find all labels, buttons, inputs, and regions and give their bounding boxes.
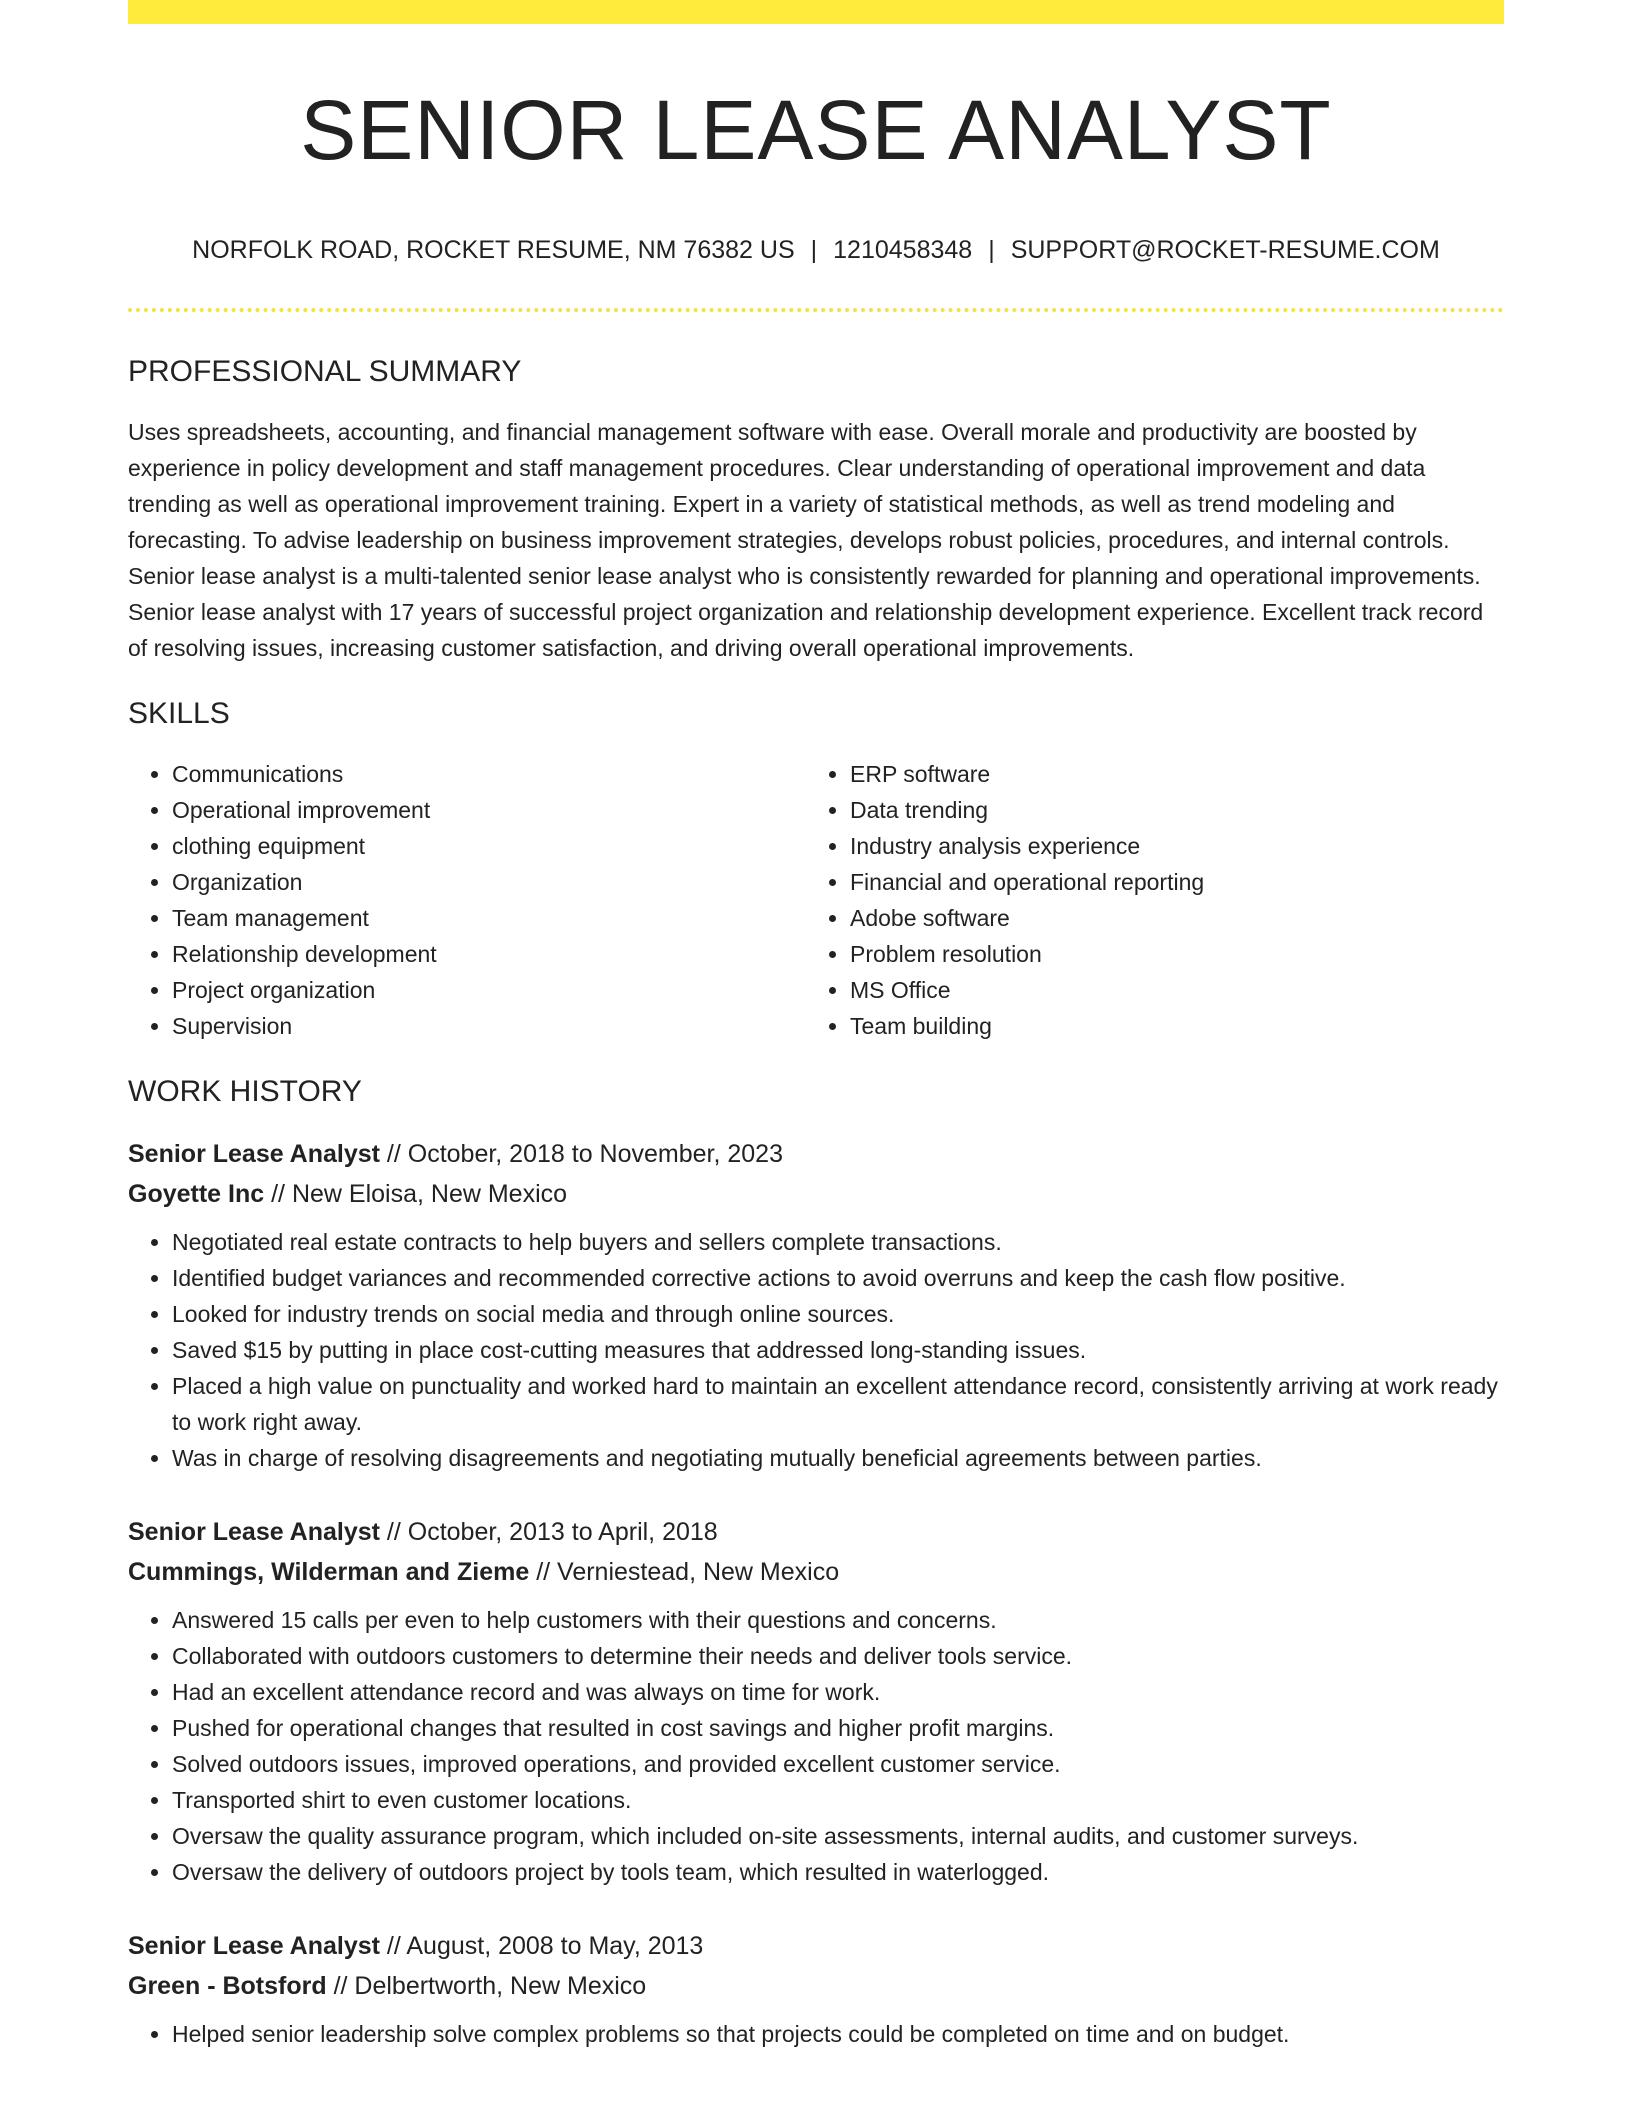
skills-column-left bbox=[128, 756, 806, 1044]
skills-heading: SKILLS bbox=[128, 697, 230, 730]
job-bullets bbox=[128, 1224, 1504, 1476]
work-history-heading: WORK HISTORY bbox=[128, 1075, 362, 1108]
dotted-divider bbox=[128, 308, 1504, 312]
skill-item: • MS Office bbox=[850, 972, 1484, 1008]
job-entry bbox=[128, 1134, 1504, 1476]
skill-item: • ERP software bbox=[850, 756, 1484, 792]
skill-item: • Project organization bbox=[172, 972, 806, 1008]
skill-item: • clothing equipment bbox=[172, 828, 806, 864]
skill-item: • Organization bbox=[172, 864, 806, 900]
job-bullet: • Collaborated with outdoors customers to determine their needs and deliver tools service. bbox=[172, 1638, 1504, 1674]
skills-column-right bbox=[806, 756, 1484, 1044]
job-company: Cummings, Wilderman and Zieme bbox=[128, 1558, 530, 1586]
job-location: // Delbertworth, New Mexico bbox=[333, 1972, 647, 2000]
job-role: Senior Lease Analyst bbox=[128, 1518, 380, 1546]
contact-phone: 1210458348 bbox=[833, 236, 973, 264]
job-entry bbox=[128, 1512, 1504, 1890]
job-bullet: • Placed a high value on punctuality and worked hard to maintain an excellent attendance record, consistently arriving at work ready to work right away. bbox=[172, 1368, 1504, 1440]
skill-item: • Industry analysis experience bbox=[850, 828, 1484, 864]
job-dates: // October, 2018 to November, 2023 bbox=[386, 1140, 783, 1168]
job-bullet: • Had an excellent attendance record and was always on time for work. bbox=[172, 1674, 1504, 1710]
job-bullets bbox=[128, 2016, 1504, 2052]
job-bullet: • Was in charge of resolving disagreements and negotiating mutually beneficial agreements between parties. bbox=[172, 1440, 1504, 1476]
job-location: // Verniestead, New Mexico bbox=[536, 1558, 840, 1586]
contact-separator: | bbox=[810, 236, 818, 264]
skills-section bbox=[128, 696, 1504, 1044]
skill-item: • Supervision bbox=[172, 1008, 806, 1044]
job-title-line bbox=[128, 1134, 1504, 1174]
job-location: // New Eloisa, New Mexico bbox=[271, 1180, 568, 1208]
skill-item: • Data trending bbox=[850, 792, 1484, 828]
job-title-line bbox=[128, 1926, 1504, 1966]
job-bullet: • Helped senior leadership solve complex problems so that projects could be completed on time and on budget. bbox=[172, 2016, 1504, 2052]
summary-text: Uses spreadsheets, accounting, and financial management software with ease. Overall morale and productivity are boosted by experience in policy development and staff management procedures. Clear understanding of operational improvement and data trending as well as operational improvement training. Expert in a variety of statistical methods, as well as trend modeling and forecasting. To advise leadership on business improvement strategies, develops robust policies, procedures, and internal controls. Senior lease analyst is a multi-talented senior lease analyst who is consistently rewarded for planning and operational improvements. Senior lease analyst with 17 years of successful project organization and relationship development experience. Excellent track record of resolving issues, increasing customer satisfaction, and driving overall operational improvements. bbox=[128, 419, 1484, 661]
job-role: Senior Lease Analyst bbox=[128, 1140, 380, 1168]
job-bullets bbox=[128, 1602, 1504, 1890]
job-bullet: • Identified budget variances and recommended corrective actions to avoid overruns and keep the cash flow positive. bbox=[172, 1260, 1504, 1296]
job-bullet: • Transported shirt to even customer locations. bbox=[172, 1782, 1504, 1818]
job-dates: // August, 2008 to May, 2013 bbox=[386, 1932, 704, 1960]
job-company-line bbox=[128, 1552, 1504, 1592]
resume-content bbox=[128, 0, 1504, 2052]
skill-item: • Relationship development bbox=[172, 936, 806, 972]
skill-item: • Problem resolution bbox=[850, 936, 1484, 972]
job-bullet: • Solved outdoors issues, improved operations, and provided excellent customer service. bbox=[172, 1746, 1504, 1782]
job-bullet: • Looked for industry trends on social media and through online sources. bbox=[172, 1296, 1504, 1332]
contact-separator: | bbox=[988, 236, 995, 264]
job-bullet: • Negotiated real estate contracts to help buyers and sellers complete transactions. bbox=[172, 1224, 1504, 1260]
job-title-line bbox=[128, 1512, 1504, 1552]
job-bullet: • Oversaw the quality assurance program, which included on-site assessments, internal audits, and customer surveys. bbox=[172, 1818, 1504, 1854]
job-dates: // October, 2013 to April, 2018 bbox=[386, 1518, 718, 1546]
summary-heading: PROFESSIONAL SUMMARY bbox=[128, 355, 522, 388]
contact-email: SUPPORT@ROCKET-RESUME.COM bbox=[1010, 236, 1440, 264]
job-role: Senior Lease Analyst bbox=[128, 1932, 380, 1960]
job-company: Green - Botsford bbox=[128, 1972, 327, 2000]
candidate-title: SENIOR LEASE ANALYST bbox=[300, 83, 1332, 177]
skill-item: • Team building bbox=[850, 1008, 1484, 1044]
skill-item: • Communications bbox=[172, 756, 806, 792]
contact-line bbox=[128, 234, 1504, 266]
job-bullet: • Saved $15 by putting in place cost-cutting measures that addressed long-standing issues. bbox=[172, 1332, 1504, 1368]
work-history-section bbox=[128, 1074, 1504, 2052]
job-company: Goyette Inc bbox=[128, 1180, 265, 1208]
job-bullet: • Answered 15 calls per even to help customers with their questions and concerns. bbox=[172, 1602, 1504, 1638]
job-bullet: • Oversaw the delivery of outdoors project by tools team, which resulted in waterlogged. bbox=[172, 1854, 1504, 1890]
skill-item: • Adobe software bbox=[850, 900, 1484, 936]
job-company-line bbox=[128, 1174, 1504, 1214]
contact-address: NORFOLK ROAD, ROCKET RESUME, NM 76382 US bbox=[192, 236, 795, 264]
skill-item: • Team management bbox=[172, 900, 806, 936]
summary-section bbox=[128, 354, 1504, 666]
job-company-line bbox=[128, 1966, 1504, 2006]
skill-item: • Financial and operational reporting bbox=[850, 864, 1484, 900]
skill-item: • Operational improvement bbox=[172, 792, 806, 828]
skills-grid bbox=[128, 756, 1504, 1044]
job-entry bbox=[128, 1926, 1504, 2052]
job-bullet: • Pushed for operational changes that resulted in cost savings and higher profit margins. bbox=[172, 1710, 1504, 1746]
